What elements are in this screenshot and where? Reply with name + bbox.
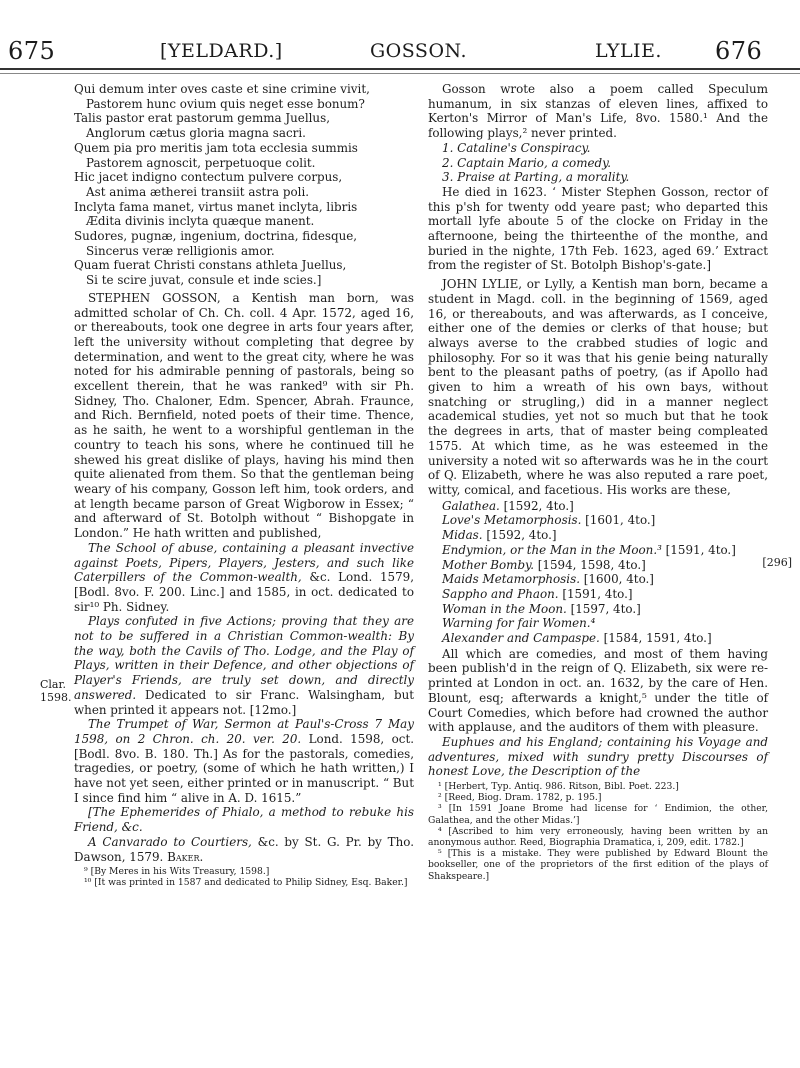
header-rule bbox=[0, 68, 800, 70]
latin-line: Qui demum inter oves caste et sine crimine vivit, bbox=[74, 82, 370, 96]
trumpet-of-war-details: Lond. 1598, oct. [Bodl. 8vo. B. 180. Th.] As for the pastorals, comedies, tragedies, or poetry, (some of which he hath written,) I have not yet seen, either printed or in manuscript. “ But I since find him “ alive in A. D. 1615.” bbox=[74, 731, 414, 805]
footnote-5: ⁵ [This is a mistake. They were published by Edward Blount the bookseller, one of the proprietors of the first edition of the plays of Shakspeare.] bbox=[428, 848, 768, 882]
left-page-number: 675 bbox=[8, 37, 56, 65]
work-title: Sappho and Phaon. bbox=[442, 586, 559, 601]
work-edition: [1592, 4to.] bbox=[499, 498, 574, 513]
latin-line: Sudores, pugnæ, ingenium, doctrina, fidesque, bbox=[74, 229, 358, 244]
right-page-number: 676 bbox=[715, 37, 763, 65]
latin-line: Ast anima ætherei transiit astra poli. bbox=[86, 184, 310, 199]
work-title: Alexander and Campaspe. bbox=[442, 631, 600, 646]
canvarado-details: &c. by St. G. Pr. by Tho. Dawson, 1579. bbox=[74, 834, 414, 864]
play-praise-at-parting: 3. Praise at Parting, a morality. bbox=[442, 170, 630, 185]
play-cataline: 1. Cataline's Conspiracy. bbox=[442, 140, 591, 155]
plays-confuted-entry bbox=[74, 614, 414, 717]
header-title-gosson: GOSSON. bbox=[370, 40, 467, 62]
work-edition: [1592, 4to.] bbox=[482, 528, 557, 543]
canvarado-entry bbox=[74, 835, 414, 864]
list-item bbox=[428, 602, 768, 617]
list-item bbox=[428, 558, 768, 573]
latin-line: Inclyta fama manet, virtus manet inclyta, libris bbox=[74, 199, 358, 214]
list-item bbox=[428, 170, 768, 185]
school-of-abuse-details: &c. Lond. 1579, [Bodl. 8vo. F. 200. Linc.] and 1585, in oct. dedicated to sir¹⁰ Ph. Sidney. bbox=[74, 570, 414, 614]
latin-line: Quam fuerat Christi constans athleta Juellus, bbox=[74, 258, 347, 273]
school-of-abuse-entry bbox=[74, 541, 414, 615]
list-item bbox=[428, 528, 768, 543]
ephemerides-entry bbox=[74, 805, 414, 834]
play-captain-mario: 2. Captain Mario, a comedy. bbox=[442, 155, 612, 170]
lylie-biography: JOHN LYLIE, or Lylly, a Kentish man born, became a student in Magd. coll. in the beginning of 1569, aged 16, or thereabouts, and was afterwards, as I conceive, either one of the demies or clerks of that house; but always averse to the crabbed studies of logic and philosophy. For so it was that his genie being naturally bent to the pleasant paths of poetry, (as if Apollo had given to him a wreath of his own bays, without snatching or strugling,) did in a manner neglect academical studies, yet not so much but that he took the degrees in arts, that of master being compleated 1575. At which time, as he was esteemed in the university a noted wit so afterwards was he in the court of Q. Elizabeth, where he was also reputed a rare poet, witty, comical, and facetious. His works are these, bbox=[428, 277, 768, 497]
list-item bbox=[428, 572, 768, 587]
list-item bbox=[428, 499, 768, 514]
work-title: Woman in the Moon. bbox=[442, 601, 567, 616]
header-rule-thin bbox=[0, 73, 800, 74]
speculum-paragraph: Gosson wrote also a poem called Speculum humanum, in six stanzas of eleven lines, affixed to Kerton's Mirror of Man's Life, 8vo. 1580.¹ And the following plays,² never printed. bbox=[428, 82, 768, 141]
trumpet-of-war-title: The Trumpet of War, Sermon at Paul's-Cross 7 May 1598, on 2 Chron. ch. 20. ver. 20. bbox=[74, 717, 414, 746]
plays-confuted-details: Dedicated to sir Franc. Walsingham, but when printed it appears not. [12mo.] bbox=[74, 687, 415, 717]
latin-line: Quem pia pro meritis jam tota ecclesia summis bbox=[74, 140, 358, 155]
left-footnotes bbox=[74, 866, 414, 888]
work-title: Love's Metamorphosis. bbox=[442, 513, 582, 528]
latin-line: Talis pastor erat pastorum gemma Juellus, bbox=[74, 111, 330, 126]
list-item bbox=[428, 156, 768, 171]
canvarado-title: A Canvarado to Courtiers, bbox=[88, 834, 252, 849]
footnote-4: ⁴ [Ascribed to him very erroneously, having been written by an anonymous author. Reed, Biographia Dramatica, i, 209, edit. 1782.] bbox=[428, 825, 768, 849]
header-title-lylie: LYLIE. bbox=[595, 40, 662, 62]
euphues-title: Euphues and his England; containing his Voyage and adventures, mixed with sundry pretty Discourses of honest Love, the Description of the bbox=[428, 734, 768, 779]
gosson-biography: STEPHEN GOSSON, a Kentish man born, was admitted scholar of Ch. Ch. coll. 4 Apr. 1572, aged 16, or thereabouts, took one degree in arts four years after, left the university without completing that degree by determination, and went to the great city, where he was noted for his admirable penning of pastorals, being so excellent therein, that he was ranked⁹ with sir Ph. Sidney, Tho. Chaloner, Edm. Spencer, Abrah. Fraunce, and Rich. Bernfield, noted poets of their time. Thence, as he saith, he went to a worshipful gentleman in the country to teach his sons, where he continued till he shewed his great dislike of plays, having his mind then quite alienated from them. So that the gentleman being weary of his company, Gosson left him, took orders, and at length became parson of Great Wigborow in Essex; “ and afterward of St. Botolph without “ Bishopgate in London.” He hath written and published, bbox=[74, 290, 414, 541]
latin-line: Ædita divinis inclyta quæque manent. bbox=[86, 214, 315, 229]
work-title: Midas. bbox=[442, 528, 483, 543]
left-column bbox=[74, 82, 414, 889]
work-edition: [1584, 1591, 4to.] bbox=[599, 631, 712, 646]
gosson-death-note: He died in 1623. ‘ Mister Stephen Gosson, rector of this p'sh for twenty odd yeare past; who departed this mortall lyfe aboute 5 of the clocke on Friday in the afternoone, being the thirteenthe of the monthe, and buried in the nighte, 17th Feb. 1623, aged 69.’ Extract from the register of St. Botolph Bishop's-gate.] bbox=[428, 184, 768, 273]
list-item bbox=[428, 543, 768, 558]
list-item bbox=[428, 587, 768, 602]
latin-line: Si te scire juvat, consule et inde scies.] bbox=[86, 273, 322, 288]
footnote-1: ¹ [Herbert, Typ. Antiq. 986. Ritson, Bibl. Poet. 223.] bbox=[438, 781, 679, 793]
footnote-3: ³ [In 1591 Joane Brome had license for ‘ Endimion, the other, Galathea, and the other Midas.’] bbox=[428, 803, 768, 826]
work-title: Mother Bomby. bbox=[442, 557, 534, 572]
never-printed-plays-list bbox=[428, 141, 768, 185]
footnote-9: ⁹ [By Meres in his Wits Treasury, 1598.] bbox=[84, 866, 270, 878]
footnote-2: ² [Reed, Biog. Dram. 1782, p. 195.] bbox=[438, 792, 602, 804]
lylie-works-list bbox=[428, 499, 768, 646]
footnote-10: ¹⁰ [It was printed in 1587 and dedicated to Philip Sidney, Esq. Baker.] bbox=[84, 877, 408, 889]
work-edition: [1594, 1598, 4to.] bbox=[533, 557, 646, 572]
latin-epitaph bbox=[74, 82, 414, 288]
work-edition: [1597, 4to.] bbox=[566, 601, 641, 616]
work-title: Maids Metamorphosis. bbox=[442, 572, 580, 587]
signature-baker: Baker. bbox=[167, 849, 204, 864]
work-edition: [1591, 4to.] bbox=[558, 586, 633, 601]
school-of-abuse-title: The School of abuse, containing a pleasant invective against Poets, Pipers, Players, Jesters, and such like Caterpillers of the Common-wealth, bbox=[74, 540, 414, 585]
latin-line: Pastorem agnoscit, perpetuoque colit. bbox=[86, 155, 316, 170]
work-title: Warning for fair Women.⁴ bbox=[442, 616, 596, 631]
trumpet-of-war-entry bbox=[74, 717, 414, 805]
list-item bbox=[428, 616, 768, 631]
list-item bbox=[428, 141, 768, 156]
list-item bbox=[428, 513, 768, 528]
work-edition: [1601, 4to.] bbox=[581, 513, 656, 528]
header-author: [YELDARD.] bbox=[160, 40, 283, 62]
latin-line: Pastorem hunc ovium quis neget esse bonum? bbox=[86, 96, 365, 111]
margin-note-clar: Clar. 1598. bbox=[40, 678, 72, 704]
court-comedies-paragraph: All which are comedies, and most of them having been publish'd in the reign of Q. Elizabeth, six were re-printed at London in oct. an. 1632, by the care of Hen. Blount, esq; afterwards a knight,⁵ under the title of Court Comedies, which before had crowned the author with applause, and the auditors of them with pleasure. bbox=[428, 646, 768, 735]
latin-line: Sincerus veræ relligionis amor. bbox=[86, 243, 275, 258]
margin-ref-page: [296] bbox=[762, 556, 792, 569]
latin-line: Anglorum cætus gloria magna sacri. bbox=[86, 126, 306, 141]
work-title: Galathea. bbox=[442, 498, 500, 513]
euphues-entry bbox=[428, 735, 768, 779]
plays-confuted-title: Plays confuted in five Actions; proving that they are not to be suffered in a Christian Common-wealth: By the way, both the Cavils of Tho. Lodge, and the Play of Plays, written in their Defence, and other objections of Player's Friends, are truly set down, and directly answered. bbox=[74, 614, 414, 702]
right-column bbox=[428, 82, 768, 882]
work-edition: [1600, 4to.] bbox=[579, 572, 654, 587]
list-item bbox=[428, 631, 768, 646]
latin-line: Hic jacet indigno contectum pulvere corpus, bbox=[74, 170, 343, 185]
right-footnotes bbox=[428, 781, 768, 882]
work-edition: [1591, 4to.] bbox=[661, 542, 736, 557]
page-header bbox=[0, 37, 800, 70]
work-title: Endymion, or the Man in the Moon.³ bbox=[442, 542, 662, 557]
ephemerides-title: [The Ephemerides of Phialo, a method to rebuke his Friend, &c. bbox=[74, 805, 414, 835]
